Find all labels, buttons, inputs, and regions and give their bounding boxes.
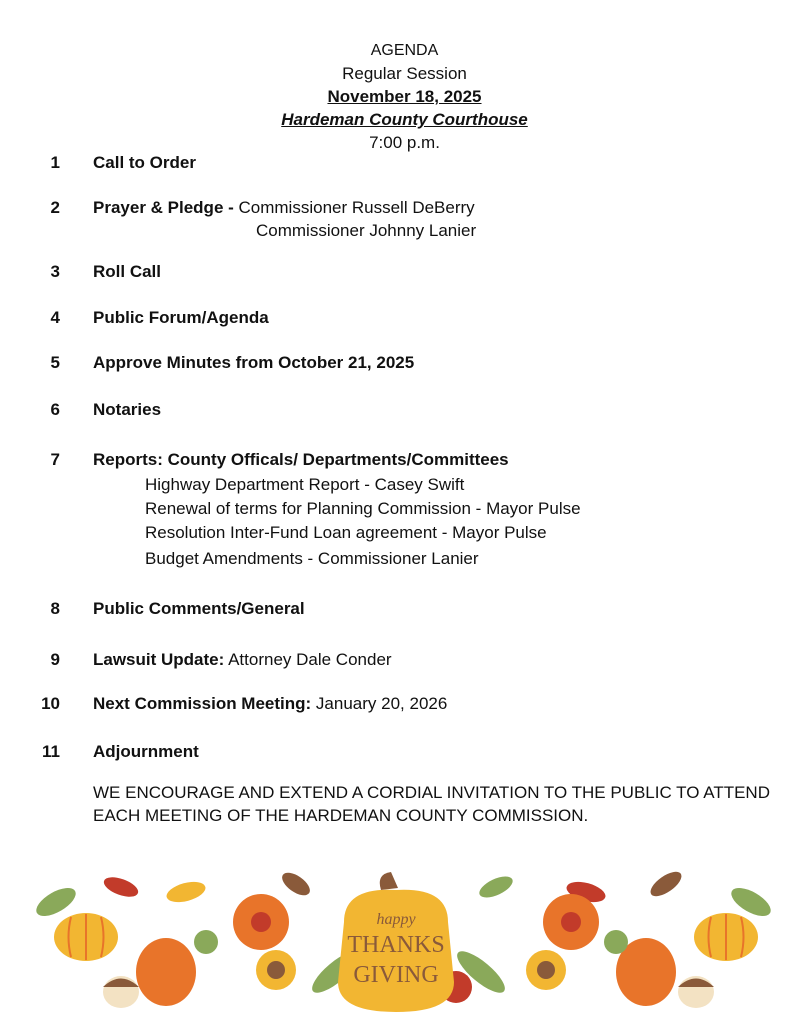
item-detail: Commissioner Russell DeBerry	[233, 198, 475, 217]
banner-text-happy: happy	[376, 911, 416, 928]
meeting-date: November 18, 2025	[327, 87, 482, 106]
session-type: Regular Session	[342, 64, 467, 83]
item-label: Public Forum/Agenda	[93, 308, 269, 327]
item-label	[93, 197, 475, 219]
item-number: 9	[50, 650, 60, 669]
item-label: Approve Minutes from October 21, 2025	[93, 353, 415, 372]
sub-item: Budget Amendments - Commissioner Lanier	[145, 549, 479, 568]
item-number: 8	[50, 599, 60, 618]
item-label: Notaries	[93, 400, 162, 419]
item-label: Roll Call	[93, 262, 162, 281]
agenda-heading: AGENDA	[370, 42, 439, 59]
item-label-text: Prayer & Pledge -	[93, 198, 234, 217]
sub-item: Renewal of terms for Planning Commission - Mayor Pulse	[145, 499, 581, 518]
item-label-text: Next Commission Meeting:	[93, 694, 312, 713]
meeting-location: Hardeman County Courthouse	[281, 110, 528, 129]
item-number: 11	[42, 742, 60, 761]
banner-text-giving: GIVING	[353, 962, 439, 988]
meeting-time: 7:00 p.m.	[369, 133, 440, 152]
item-number: 5	[50, 353, 60, 372]
item-number: 2	[50, 198, 60, 217]
item-number: 4	[50, 308, 60, 327]
item-detail-2: Commissioner Johnny Lanier	[256, 221, 477, 240]
thanksgiving-banner	[26, 862, 786, 1012]
item-number: 6	[50, 400, 60, 419]
sub-item: Resolution Inter-Fund Loan agreement - Mayor Pulse	[145, 523, 547, 542]
banner-text-thanks: THANKS	[347, 932, 445, 958]
item-label	[93, 649, 392, 671]
item-number: 3	[50, 262, 60, 281]
item-number: 1	[50, 153, 60, 172]
item-number: 7	[50, 450, 60, 469]
item-label: Public Comments/General	[93, 599, 305, 618]
item-number: 10	[41, 694, 60, 713]
item-detail: January 20, 2026	[311, 694, 448, 713]
item-label-text: Lawsuit Update:	[93, 650, 225, 669]
item-detail: Attorney Dale Conder	[224, 650, 392, 669]
item-label: Adjournment	[93, 742, 199, 761]
item-label: Reports: County Officals/ Departments/Committees	[93, 450, 509, 469]
sub-item: Highway Department Report - Casey Swift	[145, 475, 465, 494]
item-label: Call to Order	[93, 153, 196, 172]
public-invitation: WE ENCOURAGE AND EXTEND A CORDIAL INVITATION TO THE PUBLIC TO ATTEND EACH MEETING OF THE HARDEMAN COUNTY COMMISSION.	[93, 783, 770, 825]
item-label	[93, 693, 447, 715]
